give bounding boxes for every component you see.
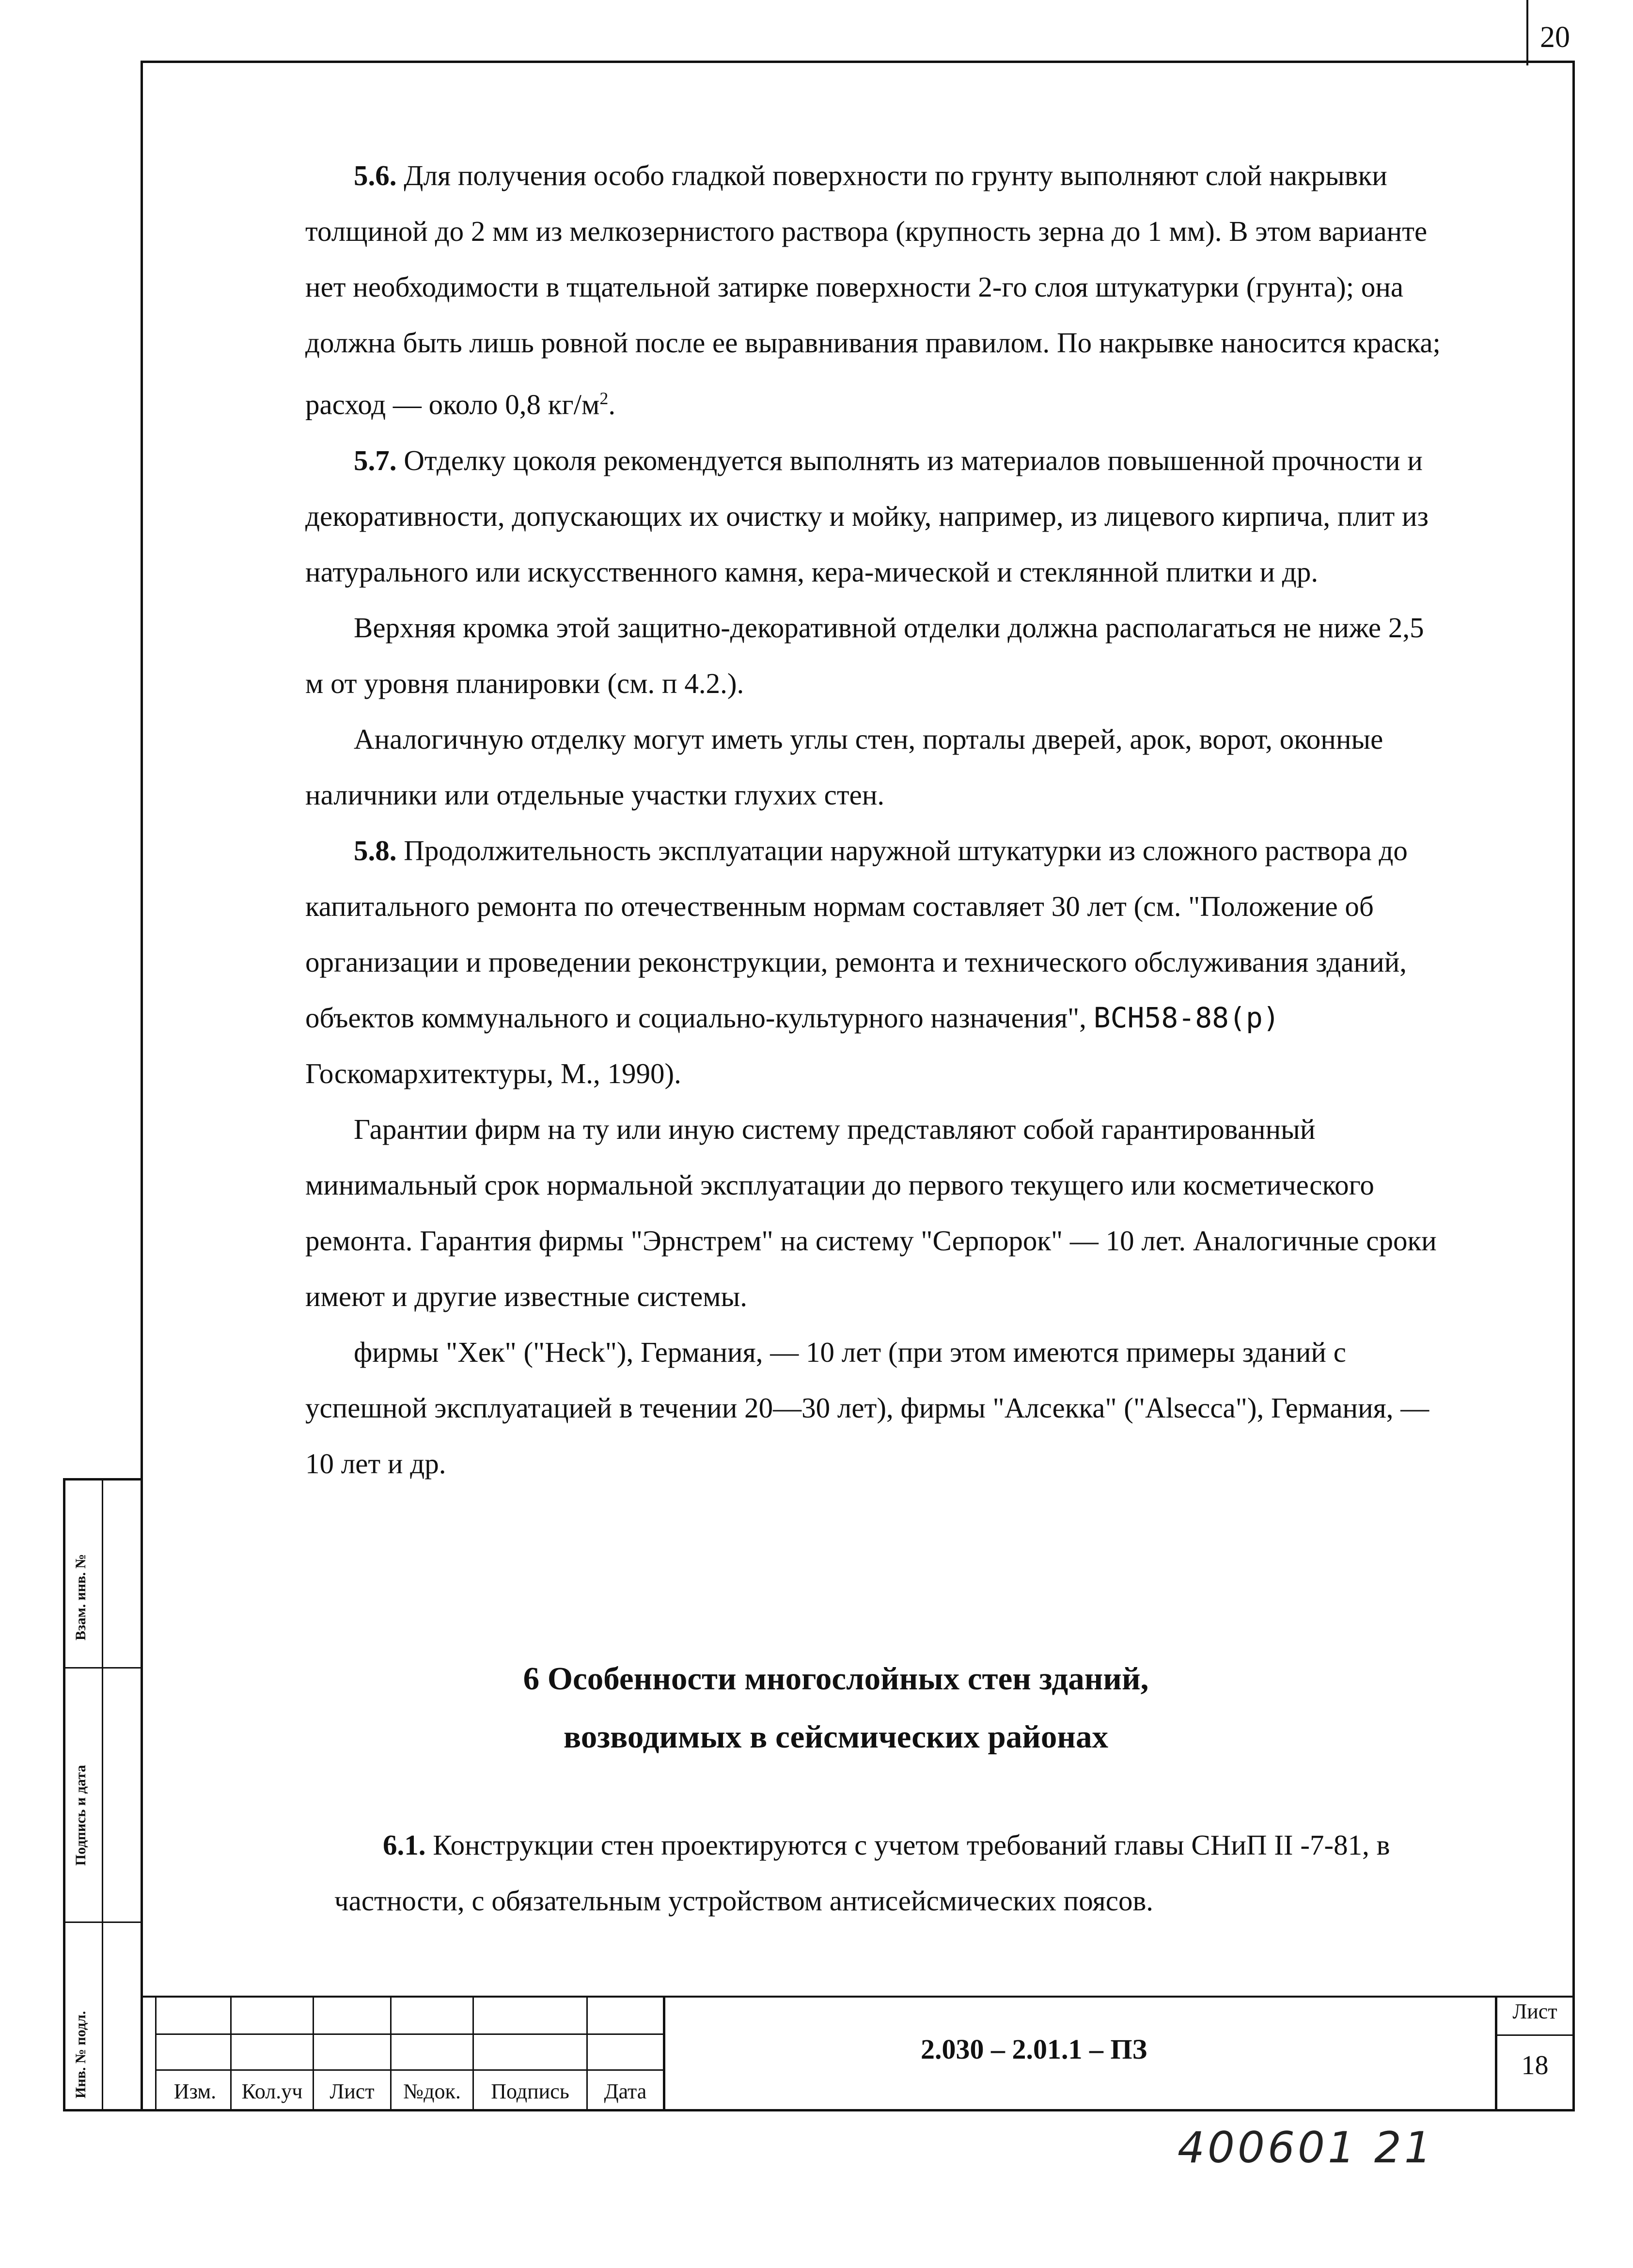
section-heading-line2: возводимых в сейсмических районах [564,1719,1108,1755]
side-stamp-top [63,1478,141,1480]
title-col-6 [663,1997,665,2110]
col-list-label: Лист [330,2079,375,2103]
title-block-top [143,1996,1572,1998]
body-text [305,148,1444,1492]
sheet-label: Лист [1512,2000,1557,2023]
title-col-0 [155,1997,157,2110]
frame-bottom [63,2109,1575,2111]
side-stamp-label-replace: Взам. инв. № [73,1554,89,1640]
side-stamp-left [63,1478,65,2110]
paragraph-5-7-cont1: Верхняя кромка этой защитно-декоративной отделки должна располагаться не ниже 2,5 м от уровня планировки (см. п 4.2.). [305,611,1424,699]
sheet-number: 18 [1521,2050,1549,2080]
col-izm-label: Изм. [173,2079,217,2103]
paragraph-5-8: 5.8. Продолжительность эксплуатации наружной штукатурки из сложного раствора до капитального ремонта по отечественным нормам составляет 30 лет (см. "Положение об организации и проведении реконструкции, ремонта и технического обслуживания зданий, объектов коммунального и социально-культурного назначения", ВСН58-88(р) [305,834,1408,1034]
section-heading-line1: 6 Особенности многослойных стен зданий, [523,1661,1149,1697]
side-stamp-sep1 [63,1667,141,1669]
frame-left [141,61,143,2110]
side-stamp-divider [102,1478,103,2110]
paragraph-5-7-cont2: Аналогичную отделку могут иметь углы стен, порталы дверей, арок, ворот, оконные наличники или отдельные участки глухих стен. [305,723,1383,811]
frame-right [1572,61,1575,2110]
col-kol-label: Кол.уч [241,2079,303,2103]
handwritten-code: 400601 21 [1178,2123,1434,2173]
paragraph-firms: фирмы "Хек" ("Heck"), Германия, — 10 лет (при этом имеются примеры зданий с успешной эксплуатацией в течении 20—30 лет), фирмы "Алсекка" ("Alsecca"), Германия, — 10 лет и др. [305,1336,1429,1480]
document-number: 2.030 – 2.01.1 – ПЗ [921,2033,1147,2065]
frame-top [141,61,1575,63]
paragraph-6-1: 6.1. Конструкции стен проектируются с учетом требований главы СНиП II -7-81, в частности, с обязательным устройством антисейсмических поясов. [334,1829,1390,1917]
title-sheet-sep [1495,2034,1573,2036]
paragraph-5-6: 5.6. Для получения особо гладкой поверхности по грунту выполняют слой накрывки толщиной до 2 мм из мелкозернистого раствора (крупность зерна до 1 мм). В этом варианте нет необходимости в тщательной затирке поверхности 2-го слоя штукатурки (грунта); она должна быть лишь ровной после ее выравнивания правилом. По накрывке наносится краска; расход — около 0,8 $кг/м^2$. [305,159,1441,421]
paragraph-5-8-tail: Госкомархитектуры, М., 1990). [305,1057,681,1089]
paragraph-5-7: 5.7. Отделку цоколя рекомендуется выполнять из материалов повышенной прочности и декоративности, допускающих их очистку и мойку, например, из лицевого кирпича, плит из натурального или искусственного камня, кера-мической и стеклянной плитки и др. [305,444,1429,588]
vsn-reference: ВСН58-88(р) [1093,1001,1280,1034]
corner-divider [1526,0,1528,65]
side-stamp-label-inventory: Инв. № подл. [73,2011,89,2098]
col-ndok-label: №док. [403,2079,461,2103]
col-podpis-label: Подпись [491,2079,569,2103]
corner-page-number: 20 [1540,21,1570,54]
paragraph-guarantees: Гарантии фирм на ту или иную систему представляют собой гарантированный минимальный срок нормальной эксплуатации до первого текущего или косметического ремонта. Гарантия фирмы "Эрнстрем" на систему "Серпорок" — 10 лет. Аналогичные сроки имеют и другие известные системы. [305,1113,1437,1312]
side-stamp-sep2 [63,1922,141,1923]
col-data-label: Дата [604,2079,647,2103]
side-stamp-label-signature: Подпись и дата [73,1764,89,1866]
